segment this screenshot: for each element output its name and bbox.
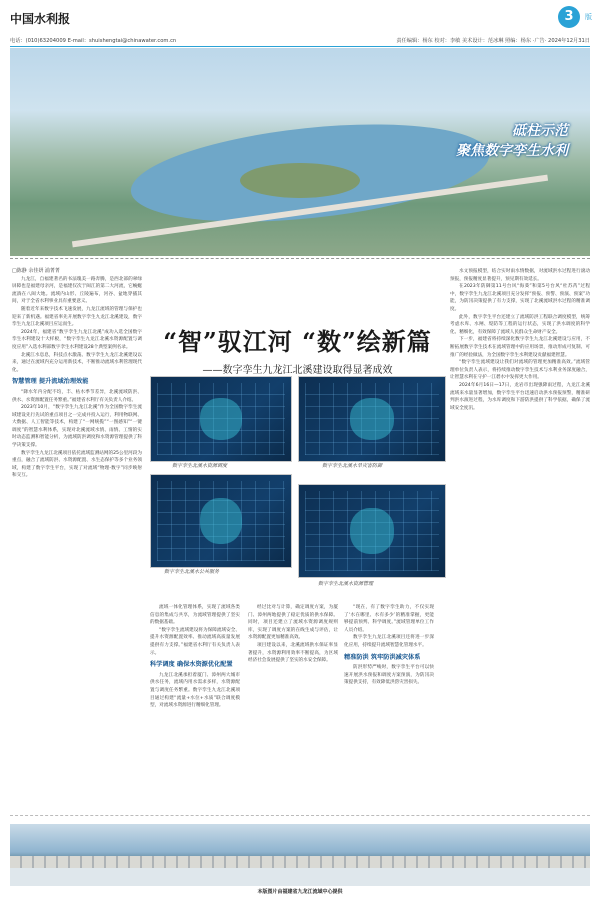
paragraph: 北溪江水息息，科技点水激荡。数字孪生九龙江北溪建设以来，通过在流域内充分运用新技术，不断推动流域水利管理现代化。: [12, 352, 142, 373]
island-shape: [240, 163, 360, 198]
dashboard-map: [350, 508, 394, 554]
editor-info: 责任编辑：杨东 校对：李敏 美术设计：范冰琳 照编：杨东 ·广告· 2024年12月31日: [396, 38, 590, 44]
paragraph: 水文预报模型，结合实时雨水情数据，对流域洪水过程进行滚动预报，预报精度显著提升，预见期有效延长。: [450, 269, 590, 282]
dam-photo: [10, 824, 590, 886]
dashboard-screenshot: [150, 376, 292, 462]
paragraph: “数字孪生流域建设将为保障流域安全、提升水资源配置效率、推动流域高质量发展提供有力支撑。”福建省水利厅有关负责人表示。: [150, 627, 240, 656]
image-caption: 数字孪生北溪水资源管理: [318, 581, 374, 587]
image-caption: 数字孪生北溪水旱灾害防御: [322, 463, 383, 469]
paragraph: 此外，数字孪生平台还建立了流域防洪工程联合调度模型，统筹考虑水库、水闸、堤防等工程的运行状态，实现了洪水调度的科学化、精细化，有效保障了流域人民群众生命财产安全。: [450, 314, 590, 335]
photo-credit: 本版图片由福建省九龙江流域中心提供: [257, 889, 343, 895]
article-column-4: [344, 604, 434, 822]
article-column-1: [12, 268, 142, 820]
paragraph: 随着近年来数字技术飞速发展，九龙江流域的管理与保护也迎来了新机遇。福建省率先开展数字孪生九龙江北溪建设，数字孪生九龙江北溪项目应运而生。: [12, 306, 142, 328]
hero-photo: [10, 48, 590, 256]
article-author: □陈静 余佳妍 浦菁菁: [12, 268, 60, 274]
dashboard-screenshot: [150, 474, 292, 568]
contact-info: 电话：(010)63204009 E-mail：shuishengtai@chinawater.com.cn: [10, 38, 177, 44]
paragraph: 九龙江北溪承担着厦门、漳州两大城市供水任务，流域内用水需求多样，水资源配置与调度任务繁重。数字孪生九龙江北溪项目通过构建“流量+水位+水质”联合调度模型，对流域水资源进行精细化管理。: [150, 672, 240, 709]
paragraph: 2024年6月16日—17日，龙岩市出现强降雨过程，九龙江北溪流域来水量显著增加，数字孪生平台迅速启动洪水预报预警，精准研判洪水演进过程，为水库调度和下游防洪提供了科学依据，确保了流域安全度汛。: [450, 382, 590, 411]
dashboard-map: [350, 398, 394, 440]
article-sub-title: ——数字孪生九龙江北溪建设取得显著成效: [202, 365, 393, 376]
dam-shape: [10, 856, 590, 868]
paragraph: 项目建设以来，北溪流域供水保证率显著提升，水资源利用效率不断提高，为区域经济社会发展提供了坚实的水安全保障。: [248, 642, 338, 664]
paragraph: 下一步，福建省将持续深化数字孪生九龙江北溪建设与应用，不断拓展数字孪生技术在流域管理中的应用场景，推动形成可复制、可推广的经验做法，为全国数字孪生水利建设贡献福建智慧。: [450, 337, 590, 358]
paragraph: “数字孪生流域建设让我们对流域的管理更加精准高效。”流域管理单位负责人表示，将持续推动数字孪生技术与水利业务深度融合，让智慧水利在守护一江碧水中发挥更大作用。: [450, 360, 590, 381]
info-bar: [10, 36, 590, 47]
paragraph: “降水年内分配不均，丰、枯水季节差异，北溪流域防洪、供水、水资源配置任务繁重。”福建省水利厅有关负责人介绍。: [12, 389, 142, 403]
paragraph: 防洪形势严峻时，数字孪生平台可以快速开展洪水预报和调度方案预演，为防汛决策提供支持，有效降低洪涝灾害损失。: [344, 665, 434, 686]
newspaper-brand: 中国水利报: [10, 12, 71, 26]
section-heading: 精准防洪 筑牢防洪减灾体系: [344, 653, 421, 661]
hero-slogan: [456, 120, 568, 160]
article-column-2: [150, 604, 240, 822]
dashboard-map: [200, 498, 242, 544]
water-shape: [10, 868, 590, 886]
slogan-line-2: 聚焦数字孪生水利: [456, 143, 568, 159]
page-number-badge: 3: [558, 6, 580, 28]
article-title-block: [150, 322, 445, 376]
paragraph: 在2023年防御第11号台风“海葵”和第5号台风“杜苏芮”过程中，数字孪生九龙江北溪项目充分发挥“预报、预警、预演、预案”功能，为防汛决策提供了有力支撑，实现了北溪流域洪水过程的精准调度。: [450, 284, 590, 312]
masthead: [10, 6, 590, 32]
section-heading: 科学调度 确保水资源优化配置: [150, 661, 233, 669]
section-heading: 智慧管理 提升流域治理效能: [12, 378, 89, 386]
paragraph: “现在，有了数字孪生助力，不仅实现了‘水在哪里、水有多少’的精准掌握，更能够提前预判、科学调度。”流域管理单位工作人员介绍。: [344, 605, 434, 633]
image-caption: 数字孪生北溪水公共服务: [164, 569, 220, 575]
slogan-line-1: 砥柱示范: [512, 123, 568, 139]
paragraph: 九龙江，自福建著名的书法瑰美一路奔腾，是西北部的翠绿屏障也是福建母亲河，是福建仅次于闽江的第二大河流，它蜿蜒流淌在八闽大地。流域内山形、丘陵遍布，河谷、盆地穿插其间，对于全省水利事业具有重要意义。: [12, 276, 142, 305]
paragraph: 2023年10月，“数字孪生九龙江北溪”作为全国数字孪生流域建设先行先试的重点项目之一完成并投入运行，利用物联网、大数据、人工智能等技术，构建了“一网统揽”“一图感知”“一键调度”的智慧水利体系，实现对北溪流域水情、雨情、工情的实时动态监测和智能分析，为流域防洪调度和水资源管理提供了科学决策支撑。: [12, 405, 142, 449]
article-column-3: [248, 604, 338, 822]
page-tag: 版: [585, 13, 592, 21]
dashboard-screenshot: [298, 376, 446, 462]
paragraph: 2024年，福建省“数字孪生九龙江北溪”成功入选全国数字孪生水利建设十大样板，“数字孪生九龙江北溪水资源配置与调度应用”入选水利部数字孪生水利建设28个典型案例名录。: [12, 329, 142, 350]
image-caption: 数字孪生北溪水资源调度: [172, 463, 228, 469]
paragraph: 流域一体化管理体系，实现了流域各类信息的集成与共享，为流域管理提供了坚实的数据基础。: [150, 605, 240, 626]
dashboard-map: [200, 398, 242, 440]
paragraph: 经过比对与计算，确定调度方案，为厦门、漳州两地提供了稳定优质的供水保障。同时，项目还建立了流域水资源调度规则库，实现了调度方案的在线生成与评估，让水资源配置更加精准高效。: [248, 605, 338, 641]
divider: [10, 258, 590, 265]
article-main-title: “智”驭江河 “数”绘新篇: [163, 327, 432, 356]
paragraph: 数字孪生九龙江北溪项目依托流域监测站网的25公里河段为重点，融合了流域防洪、水资源配置、水生态保护等多个业务领域，构建了数字孪生平台，实现了对流域“物理-数字”同步映射和交互。: [12, 450, 142, 479]
divider: [10, 815, 590, 816]
paragraph: 数字孪生九龙江北溪项目还将进一步深化应用，持续提升流域智慧化管理水平。: [344, 635, 434, 648]
article-column-5: [450, 268, 590, 820]
dashboard-screenshot: [298, 484, 446, 578]
